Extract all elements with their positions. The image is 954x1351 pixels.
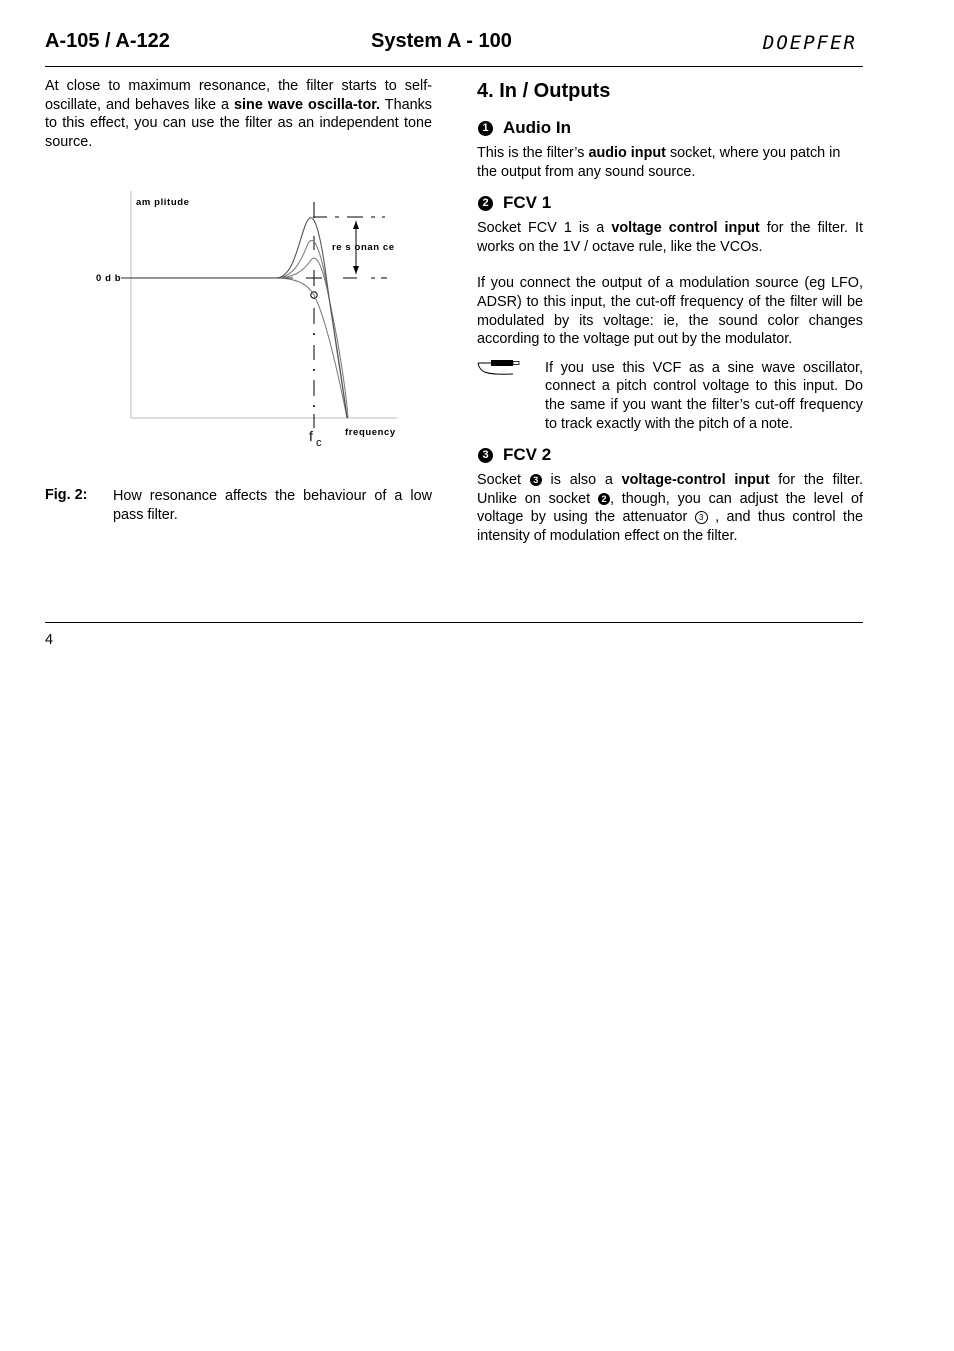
left-column bbox=[45, 77, 432, 151]
curve-low-resonance bbox=[275, 258, 348, 418]
caption-label: Fig. 2: bbox=[45, 487, 88, 503]
filter-response-diagram bbox=[45, 188, 432, 458]
fc-subscript: c bbox=[316, 437, 322, 449]
page-header bbox=[45, 28, 863, 67]
attenuator-3-icon: 3 bbox=[695, 511, 708, 524]
fcv2-heading: 3 FCV 2 bbox=[477, 444, 863, 466]
caption-text: How resonance affects the behaviour of a low pass filter. bbox=[113, 488, 432, 523]
resonance-figure bbox=[45, 188, 432, 458]
note-text: If you use this VCF as a sine wave oscillator, connect a pitch control voltage to this input. Do the same if you want the filter’s cut-off frequency to track exactly with the pitch of a note. bbox=[545, 359, 863, 432]
doepfer-logo: DOEPFER bbox=[762, 32, 857, 54]
right-column bbox=[477, 77, 863, 546]
page-number: 4 bbox=[45, 632, 54, 648]
fcv1-heading: 2 FCV 1 bbox=[477, 192, 863, 214]
audio-in-paragraph: This is the filter’s audio input socket, where you patch in the output from any sound source. bbox=[477, 145, 841, 180]
socket-3-icon: 3 bbox=[530, 474, 542, 486]
fcv1-paragraph-2: If you connect the output of a modulation source (eg LFO, ADSR) to this input, the cut-off frequency of the filter will be modulated by its voltage: ie, the sound color changes according to the voltage put out by the modulator. bbox=[477, 275, 863, 348]
resonance-label: re s onan ce bbox=[332, 242, 395, 253]
fcv1-paragraph-1: Socket FCV 1 is a voltage control input for the filter. It works on the 1V / octave rule, like the VCOs. bbox=[477, 220, 864, 255]
zero-db-label: 0 d b bbox=[96, 273, 122, 284]
patch-cable-icon bbox=[477, 359, 527, 379]
audio-in-heading: 1 Audio In bbox=[477, 117, 863, 139]
curve-mid-resonance bbox=[275, 240, 347, 418]
number-2-icon: 2 bbox=[478, 196, 493, 211]
header-module-title: A-105 / A-122 bbox=[45, 30, 170, 52]
fc-label: f bbox=[309, 428, 313, 444]
footer-rule bbox=[45, 622, 863, 623]
fcv2-paragraph: Socket 3 is also a voltage-control input for the filter. Unlike on socket 2 , though, you can adjust the level of voltage by using the attenuator 3 , and thus control the intensity of modulation effect on the filter. bbox=[477, 472, 863, 544]
note-block bbox=[477, 359, 863, 433]
intro-paragraph: At close to maximum resonance, the filter starts to self-oscillate, and behaves like a sine wave oscilla-tor. Thanks to this effect, you can use the filter as an independent tone source. bbox=[45, 78, 432, 150]
frequency-label: frequency bbox=[345, 427, 396, 438]
header-system-title: System A - 100 bbox=[371, 30, 512, 52]
socket-2-icon: 2 bbox=[598, 493, 610, 505]
number-3-icon: 3 bbox=[478, 448, 493, 463]
amplitude-label: am plitude bbox=[136, 197, 190, 208]
number-1-icon: 1 bbox=[478, 121, 493, 136]
section-title: 4. In / Outputs bbox=[477, 80, 611, 102]
